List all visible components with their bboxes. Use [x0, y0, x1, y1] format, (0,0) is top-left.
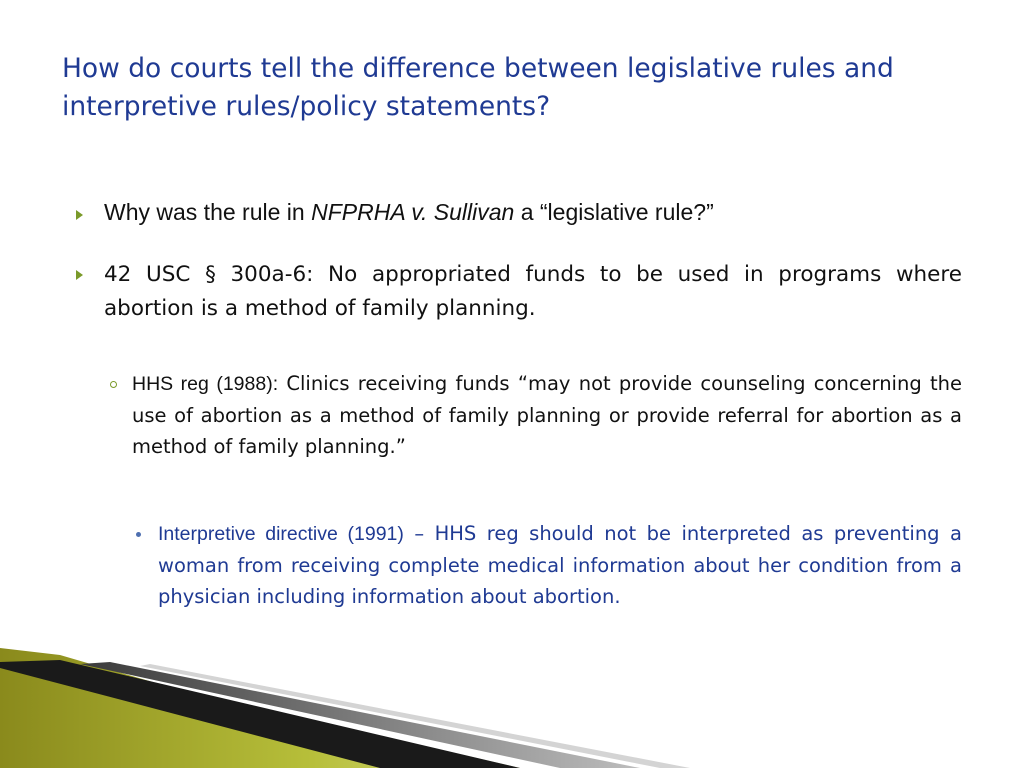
sub-bullet-label: HHS reg (1988):: [132, 373, 279, 395]
bullet-text-pre: Why was the rule in: [104, 199, 312, 225]
slide-title: How do courts tell the difference between legislative rules and interpretive rules/policy statements?: [62, 53, 894, 122]
case-name: NFPRHA v. Sullivan: [311, 199, 515, 225]
bullet-statute: 42 USC § 300a-6: No appropriated funds to be used in programs where abortion is a method of family planning.: [104, 262, 962, 321]
bullet-text-post: a “legislative rule?”: [514, 199, 714, 225]
sub-bullet-text: Clinics receiving funds “may not provide counseling concerning the use of abortion as a method of family planning or provide referral for abortion as a method of family planning.”: [132, 372, 962, 458]
sub-sub-bullet-label: Interpretive directive (1991): [158, 523, 404, 545]
sub-sub-bullet-text: – HHS reg should not be interpreted as preventing a woman from receiving complete medical information about her condition from a physician including information about abortion.: [158, 522, 962, 608]
